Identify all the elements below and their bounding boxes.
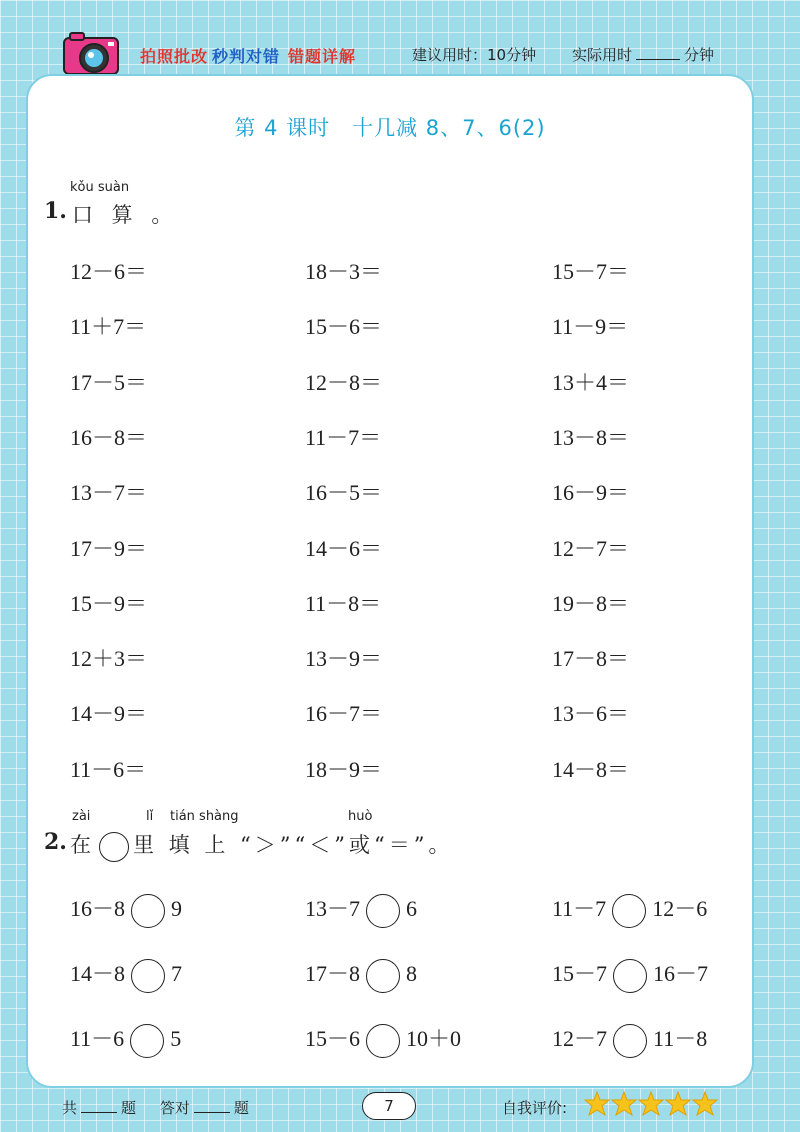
compare-right: 7 (171, 961, 183, 986)
correct-label: 答对 (159, 1099, 190, 1117)
q1-expression: 14－8＝ (552, 756, 630, 782)
total-unit: 题 (121, 1099, 137, 1117)
correct-unit: 题 (233, 1099, 249, 1117)
compare-right: 5 (170, 1026, 182, 1051)
q2-compare-item (552, 892, 707, 928)
q1-expression: 12－8＝ (305, 369, 383, 395)
q1-expression: 17－8＝ (552, 646, 630, 672)
compare-right: 16－7 (653, 961, 709, 986)
q2-pinyin-li: lǐ (146, 809, 154, 824)
compare-left: 11－6 (70, 1026, 125, 1051)
q1-pinyin: kǒu suàn (70, 180, 130, 195)
actual-time-unit: 分钟 (684, 46, 715, 64)
page-number: 7 (362, 1092, 416, 1120)
q2-pinyin-tian-shang: tián shàng (170, 809, 239, 824)
star-icon[interactable] (639, 1092, 663, 1115)
q1-expression: 16－7＝ (305, 701, 383, 727)
q1-text: 口 算 。 (72, 203, 179, 227)
q1-expression: 15－7＝ (552, 259, 630, 284)
self-eval-stars (584, 1090, 724, 1120)
total-label: 共 (62, 1099, 78, 1117)
q1-expression: 11－9＝ (552, 314, 629, 340)
q1-expression: 13－9＝ (305, 646, 383, 672)
camera-icon (60, 30, 122, 78)
q1-expression: 19－8＝ (552, 590, 630, 616)
compare-right: 9 (171, 896, 183, 921)
compare-right: 12－6 (652, 896, 708, 921)
q1-number: 1. (44, 198, 67, 224)
q1-expression: 14－9＝ (70, 701, 148, 727)
answer-circle[interactable] (130, 1024, 164, 1058)
q2-compare-item (70, 957, 182, 993)
q2-compare-item (305, 892, 417, 928)
q1-expression: 16－9＝ (552, 480, 630, 506)
q1-expression: 18－9＝ (305, 756, 383, 782)
compare-left: 13－7 (305, 896, 361, 921)
q1-expression: 13－7＝ (70, 480, 148, 506)
q1-expression: 11－6＝ (70, 756, 147, 782)
compare-left: 14－8 (70, 961, 126, 986)
answer-circle[interactable] (612, 894, 646, 928)
q1-expression: 13－8＝ (552, 424, 630, 450)
q1-expression: 17－9＝ (70, 535, 148, 561)
q1-expression: 16－5＝ (305, 480, 383, 506)
compare-right: 11－8 (653, 1026, 708, 1051)
q1-expression: 16－8＝ (70, 424, 148, 450)
slogan-photo-correction: 拍照批改 (140, 47, 209, 66)
answer-circle[interactable] (131, 894, 165, 928)
q1-expression: 17－5＝ (70, 369, 148, 395)
q1-expression: 13＋4＝ (552, 369, 630, 395)
q1-expression: 11＋7＝ (70, 314, 147, 340)
slogan-error-explanation: 错题详解 (288, 47, 357, 66)
q2-compare-item (552, 1022, 707, 1058)
answer-circle[interactable] (366, 959, 400, 993)
q1-expression: 14－6＝ (305, 535, 383, 561)
q1-expression: 12＋3＝ (70, 646, 148, 672)
correct-blank[interactable] (194, 1100, 230, 1113)
answer-circle[interactable] (131, 959, 165, 993)
q1-expression: 15－9＝ (70, 590, 148, 616)
compare-right: 10＋0 (406, 1026, 462, 1051)
q1-expression: 12－7＝ (552, 535, 630, 561)
q1-expression: 13－6＝ (552, 701, 630, 727)
suggested-time: 建议用时：10分钟 (412, 46, 537, 64)
compare-left: 15－6 (305, 1026, 361, 1051)
q2-compare-item (70, 892, 182, 928)
q2-compare-item (70, 1022, 181, 1058)
score-summary (62, 1097, 249, 1118)
star-icon[interactable] (666, 1092, 690, 1115)
star-icon[interactable] (693, 1092, 717, 1115)
q2-example-circle (99, 832, 129, 862)
q2-text-rest: 里 填 上 “＞”“＜”或“＝”。 (133, 833, 454, 857)
q2-pinyin-zai: zài (72, 809, 91, 824)
compare-left: 16－8 (70, 896, 126, 921)
q2-instruction (70, 829, 453, 862)
q2-compare-item (552, 957, 708, 993)
page-title: 第 4 课时 十几减 8、7、6(2) (234, 116, 546, 140)
compare-right: 6 (406, 896, 418, 921)
compare-left: 15－7 (552, 961, 608, 986)
header (0, 0, 800, 80)
answer-circle[interactable] (613, 959, 647, 993)
self-eval-label: 自我评价: (502, 1099, 568, 1117)
compare-left: 17－8 (305, 961, 361, 986)
star-icon[interactable] (585, 1092, 609, 1115)
q2-pinyin-huo: huò (348, 809, 373, 824)
actual-time-blank[interactable] (636, 45, 680, 60)
compare-right: 8 (406, 961, 418, 986)
answer-circle[interactable] (366, 894, 400, 928)
compare-left: 11－7 (552, 896, 607, 921)
actual-time (572, 44, 714, 65)
star-icon[interactable] (612, 1092, 636, 1115)
answer-circle[interactable] (613, 1024, 647, 1058)
q2-number: 2. (44, 829, 67, 855)
q2-text-zai: 在 (70, 833, 95, 857)
slogan-instant-judging: 秒判对错 (212, 47, 281, 66)
q1-expression: 11－7＝ (305, 424, 382, 450)
answer-circle[interactable] (366, 1024, 400, 1058)
q1-expression: 15－6＝ (305, 314, 383, 340)
q2-compare-item (305, 1022, 461, 1058)
compare-left: 12－7 (552, 1026, 608, 1051)
q1-expression: 12－6＝ (70, 259, 148, 284)
total-blank[interactable] (81, 1100, 117, 1113)
q2-compare-item (305, 957, 417, 993)
q1-expression: 18－3＝ (305, 259, 383, 284)
q1-expression: 11－8＝ (305, 590, 382, 616)
actual-time-label: 实际用时 (572, 46, 633, 64)
